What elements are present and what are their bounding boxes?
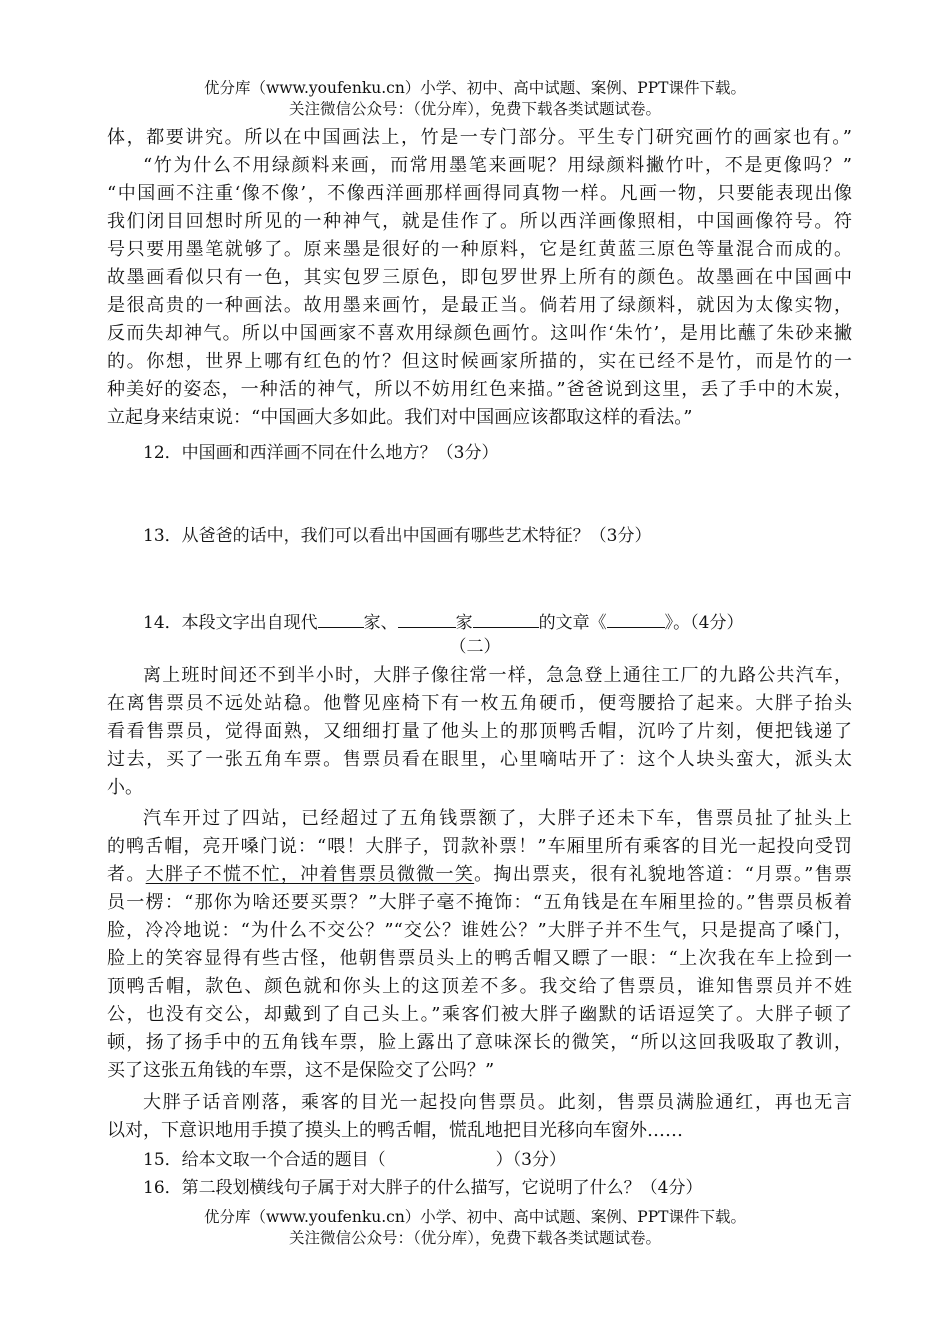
answer-blank[interactable] <box>607 608 665 628</box>
answer-blank[interactable] <box>398 608 456 628</box>
passage1-line: “竹为什么不用绿颜料来画，而常用墨笔来画呢？用绿颜料撇竹叶，不是更像吗？” <box>143 155 852 176</box>
question-15-text: ）（3分） <box>495 1150 566 1170</box>
passage2-line: 小。 <box>107 777 143 798</box>
passage2-line: 以对，下意识地用手摸了摸头上的鸭舌帽，慌乱地把目光移向车窗外…… <box>107 1120 683 1141</box>
passage2-line: 脸上的笑容显得有些古怪，他朝售票员头上的鸭舌帽又瞟了一眼：“上次我在车上捡到一 <box>107 948 852 969</box>
passage2-line: 买了这张五角钱的车票，这不是保险交了公吗？” <box>107 1060 495 1081</box>
passage1-line: 体，都要讲究。所以在中国画法上，竹是一专门部分。平生专门研究画竹的画家也有。” <box>107 127 852 148</box>
question-15-text: 15．给本文取一个合适的题目（ <box>143 1150 386 1170</box>
question-14-text: 14．本段文字出自现代 <box>143 613 318 633</box>
header-line-2: 关注微信公众号：（优分库），免费下载各类试题试卷。 <box>288 100 661 118</box>
question-15 <box>143 1147 566 1173</box>
passage2-line: 员一楞：“那你为啥还要买票？”大胖子毫不掩饰：“五角钱是在车厢里捡的。”售票员板着 <box>107 892 852 913</box>
passage2-line <box>107 862 852 888</box>
passage2-line: 大胖子话音刚落，乘客的目光一起投向售票员。此刻，售票员满脸通红，再也无言 <box>143 1092 852 1113</box>
question-14-text: 》。（4分） <box>664 613 744 633</box>
passage1-line: 是很高贵的一种画法。故用墨来画竹，是最正当。倘若用了绿颜料，就因为太像实物， <box>107 295 852 316</box>
question-14-text: 家、 <box>363 613 398 633</box>
passage2-line: 顶鸭舌帽，款色、颜色就和你头上的这顶差不多。我交给了售票员，谁知售票员并不姓 <box>107 976 852 997</box>
question-14-text: 家 <box>455 613 473 633</box>
passage1-line: 故墨画看似只有一色，其实包罗三原色，即包罗世界上所有的颜色。故墨画在中国画中 <box>107 267 852 288</box>
footer-line-1: 优分库（www.youfenku.cn）小学、初中、高中试题、案例、PPT课件下载。 <box>203 1208 747 1226</box>
passage2-line: 顿，扬了扬手中的五角钱车票，脸上露出了意味深长的微笑，“所以这回我吸取了教训， <box>107 1032 852 1053</box>
answer-blank[interactable] <box>473 608 539 628</box>
passage1-line: “中国画不注重‘像不像’，不像西洋画那样画得同真物一样。凡画一物，只要能表现出像 <box>107 183 852 204</box>
passage2-line: 公，也没有交公，却戴到了自己头上。”乘客们被大胖子幽默的话语逗笑了。大胖子顿了 <box>107 1004 852 1025</box>
passage1-line: 号只要用墨笔就够了。原来墨是很好的一种原料，它是红黄蓝三原色等量混合而成的。 <box>107 239 852 260</box>
passage2-line: 在离售票员不远处站稳。他瞥见座椅下有一枚五角硬币，便弯腰拾了起来。大胖子抬头 <box>107 693 852 714</box>
passage2-text: 。掏出票夹，很有礼貌地答道：“月票。”售票 <box>474 864 853 885</box>
question-14 <box>143 608 743 636</box>
header-line-1: 优分库（www.youfenku.cn）小学、初中、高中试题、案例、PPT课件下载。 <box>203 79 747 97</box>
passage1-line: 立起身来结束说：“中国画大多如此。我们对中国画应该都取这样的看法。” <box>107 407 693 428</box>
passage1-line: 种美好的姿态，一种活的神气，所以不妨用红色来描。”爸爸说到这里，丢了手中的木炭， <box>107 379 852 400</box>
answer-blank[interactable] <box>318 608 364 628</box>
passage2-line: 看看售票员，觉得面熟，又细细打量了他头上的那顶鸭舌帽，沉吟了片刻，便把钱递了 <box>107 721 852 742</box>
section-title: （二） <box>449 637 501 657</box>
question-14-text: 的文章《 <box>538 613 607 633</box>
passage1-line: 我们闭目回想时所见的一种神气，就是佳作了。所以西洋画像照相，中国画像符号。符 <box>107 211 852 232</box>
question-12: 12．中国画和西洋画不同在什么地方？（3分） <box>143 443 499 463</box>
passage2-line: 的鸭舌帽，亮开嗓门说：“喂！大胖子，罚款补票！”车厢里所有乘客的目光一起投向受罚 <box>107 836 852 857</box>
underlined-sentence: 大胖子不慌不忙，冲着售票员微微一笑 <box>145 864 475 885</box>
passage2-text: 者。 <box>107 864 146 885</box>
passage2-line: 过去，买了一张五角车票。售票员看在眼里，心里嘀咕开了：这个人块头蛮大，派头太 <box>107 749 852 770</box>
footer-line-2: 关注微信公众号：（优分库），免费下载各类试题试卷。 <box>288 1229 661 1247</box>
question-13: 13．从爸爸的话中，我们可以看出中国画有哪些艺术特征？（3分） <box>143 526 652 546</box>
passage2-line: 汽车开过了四站，已经超过了五角钱票额了，大胖子还未下车，售票员扯了扯头上 <box>143 808 852 829</box>
passage2-line: 脸，冷冷地说：“为什么不交公？”“交公？谁姓公？”大胖子并不生气，只是提高了嗓门， <box>107 920 852 941</box>
passage1-line: 反而失却神气。所以中国画家不喜欢用绿颜色画竹。这叫作‘朱竹’，是用比蘸了朱砂来撇 <box>107 323 852 344</box>
passage1-line: 的。你想，世界上哪有红色的竹？但这时候画家所描的，实在已经不是竹，而是竹的一 <box>107 351 852 372</box>
question-16: 16．第二段划横线句子属于对大胖子的什么描写，它说明了什么？（4分） <box>143 1178 703 1198</box>
passage2-line: 离上班时间还不到半小时，大胖子像往常一样，急急登上通往工厂的九路公共汽车， <box>143 665 852 686</box>
